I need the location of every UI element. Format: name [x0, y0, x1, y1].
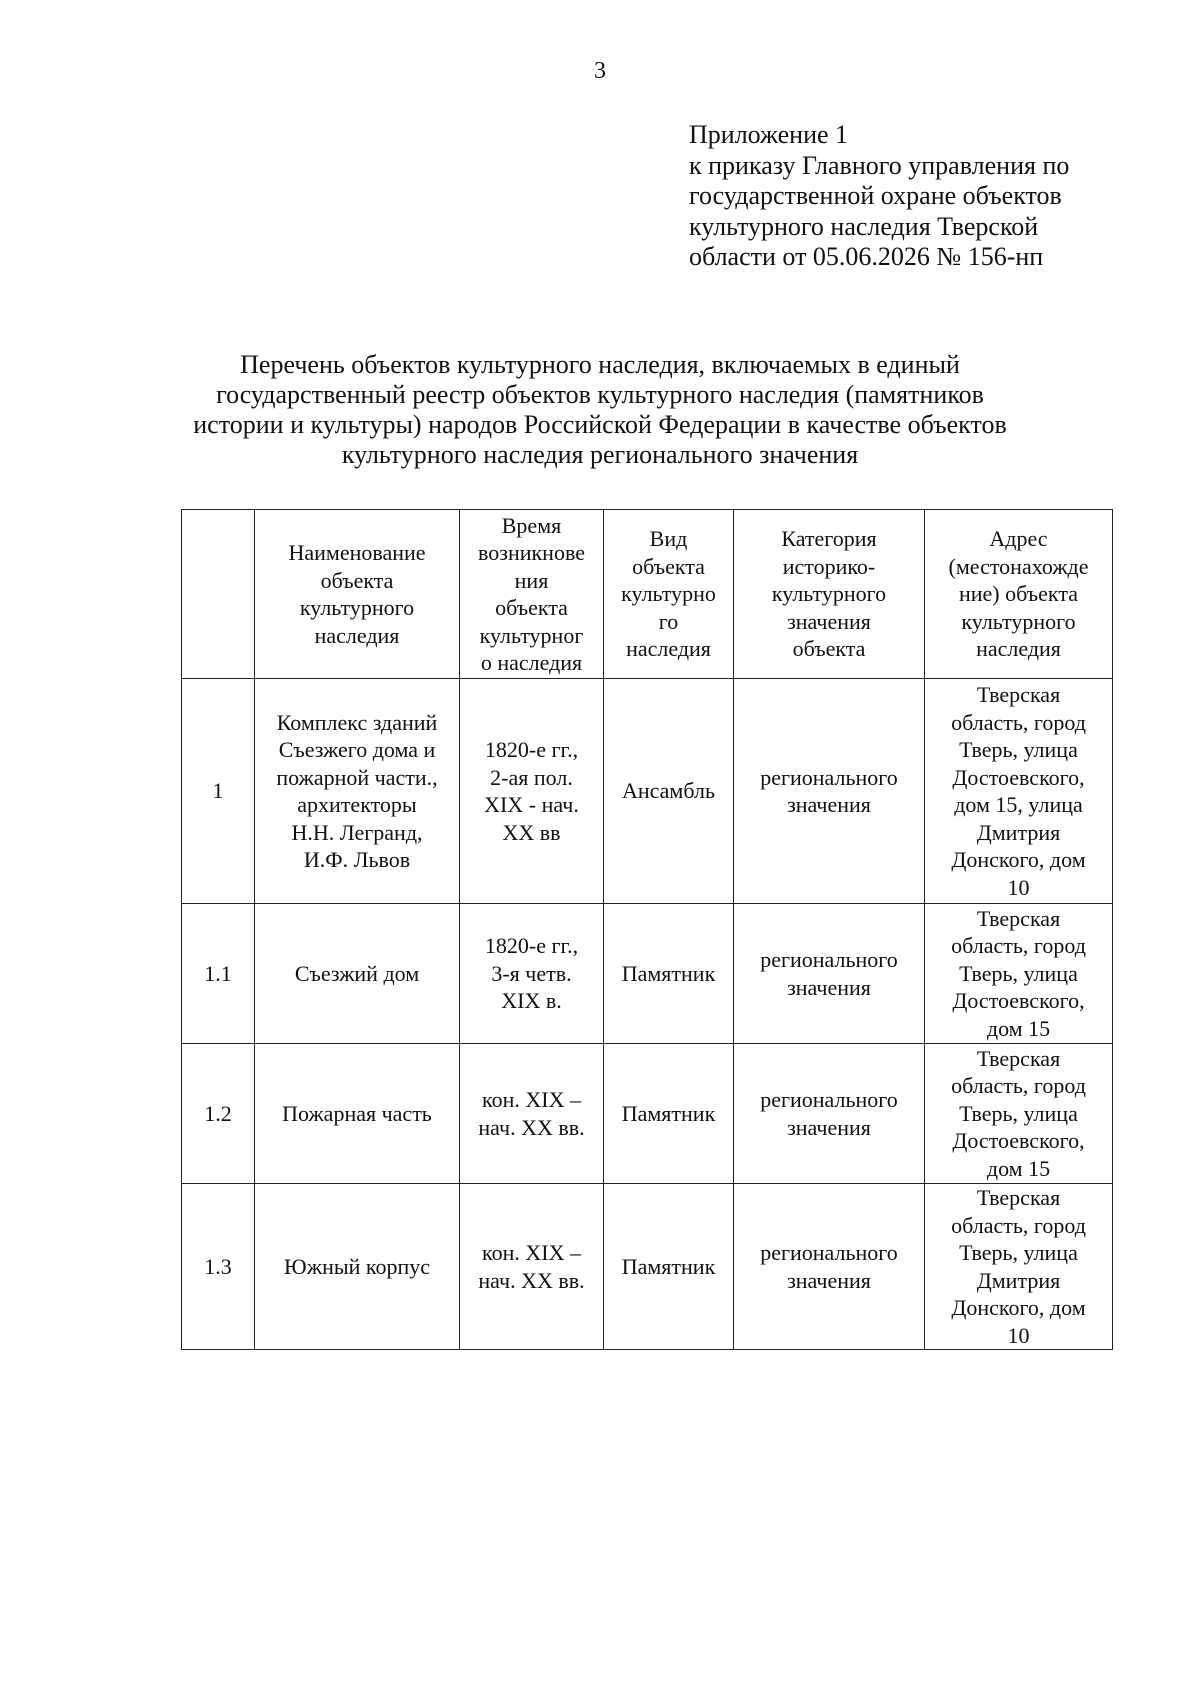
cell-line: регионального	[760, 1087, 898, 1112]
category-cell	[734, 904, 925, 1044]
cell-line: о наследия	[480, 650, 583, 675]
cell-line: наследия	[626, 636, 711, 662]
cell-line: Съезжий дом	[294, 960, 420, 986]
address-cell	[925, 679, 1113, 904]
address-cell	[925, 904, 1113, 1044]
cell-line: Донского, дом	[951, 847, 1086, 872]
appendix-block	[689, 120, 1121, 273]
cell-line: Тверская	[976, 1185, 1061, 1210]
cell-line: культурно	[621, 581, 716, 607]
cell-line: возникнове	[478, 540, 585, 565]
document-title-line: культурного наследия регионального значения	[341, 440, 859, 469]
document-title-line: истории и культуры) народов Российской Федерации в качестве объектов	[193, 410, 1007, 439]
cell-line: объекта	[632, 553, 705, 579]
cell-line: область, город	[951, 709, 1086, 735]
cell-line: Тверь, улица	[959, 737, 1078, 762]
cell-line: Памятник	[621, 1100, 716, 1126]
cell-line: значения	[787, 792, 871, 817]
header-kind	[604, 510, 734, 679]
row-number-cell	[182, 904, 255, 1044]
cell-line: значения	[787, 974, 871, 1000]
cell-line: Пожарная часть	[282, 1100, 432, 1126]
cell-line: И.Ф. Львов	[303, 847, 411, 872]
cell-line: Наименование	[288, 540, 426, 565]
cell-line: Вид	[649, 526, 688, 552]
cell-line: архитекторы	[297, 792, 417, 817]
appendix-line: культурного наследия Тверской	[689, 211, 1039, 241]
cell-line: объекта	[792, 636, 866, 662]
cell-line: наследия	[976, 636, 1061, 662]
cell-line: культурног	[479, 622, 584, 648]
header-time	[460, 510, 604, 679]
cell-line: нач. XX вв.	[478, 1267, 585, 1293]
cell-line: Комплекс зданий	[276, 709, 438, 735]
cell-line: Достоевского,	[952, 764, 1085, 790]
cell-line: Тверь, улица	[959, 1100, 1078, 1126]
cell-line: ния	[514, 567, 549, 593]
cell-line: значения	[787, 608, 871, 634]
cell-line: дом 15	[986, 1015, 1051, 1041]
cell-line: 1.2	[204, 1100, 232, 1126]
cell-line: Тверская	[976, 905, 1061, 931]
cell-line: Донского, дом	[951, 1295, 1086, 1320]
table-row	[182, 904, 1113, 1044]
cell-line: 3-я четв.	[491, 960, 572, 986]
table-row	[182, 1044, 1113, 1184]
cell-line: значения	[787, 1114, 871, 1140]
cell-line: Дмитрия	[976, 1267, 1061, 1293]
header-name	[255, 510, 460, 679]
cell-line: 1.1	[204, 960, 232, 986]
cell-line: историко-	[782, 553, 876, 579]
cell-line: Ансамбль	[621, 778, 716, 804]
cell-line: Памятник	[621, 1253, 716, 1279]
cell-line: XX вв	[502, 819, 561, 845]
object-kind-cell	[604, 904, 734, 1044]
table-header-row	[182, 510, 1113, 679]
cell-line: 1820-е гг.,	[484, 737, 579, 762]
table-row	[182, 679, 1113, 904]
cell-line: 10	[1007, 1322, 1030, 1348]
address-cell	[925, 1044, 1113, 1184]
appendix-line: к приказу Главного управления по	[689, 150, 1070, 180]
appendix-line: государственной охране объектов	[689, 181, 1062, 210]
cell-line: область, город	[951, 1212, 1086, 1238]
cell-line: 10	[1007, 874, 1030, 900]
object-kind-cell	[604, 679, 734, 904]
cell-line: Категория	[781, 526, 877, 552]
cell-line: культурного	[771, 581, 887, 607]
heritage-objects-table	[181, 509, 1113, 1350]
cell-line: регионального	[760, 764, 898, 790]
cell-line: Дмитрия	[976, 819, 1061, 845]
address-cell	[925, 1184, 1113, 1350]
cell-line: Время	[501, 512, 562, 538]
cell-line: Адрес	[989, 526, 1048, 552]
category-cell	[734, 1184, 925, 1350]
row-number-cell	[182, 1184, 255, 1350]
object-name-cell	[255, 1044, 460, 1184]
object-name-cell	[255, 1184, 460, 1350]
table-row	[182, 1184, 1113, 1350]
cell-line: 2-ая пол.	[490, 764, 573, 790]
header-category	[734, 510, 925, 679]
cell-line: значения	[787, 1267, 871, 1293]
cell-line: 1	[212, 778, 224, 804]
cell-line: культурного	[299, 595, 415, 620]
cell-line: Тверская	[976, 1045, 1061, 1071]
row-number-cell	[182, 679, 255, 904]
cell-line: Тверь, улица	[959, 960, 1078, 986]
cell-line: 1.3	[204, 1253, 232, 1279]
cell-line: Тверская	[976, 682, 1061, 707]
cell-line: область, город	[951, 1073, 1086, 1099]
origin-time-cell	[460, 1044, 604, 1184]
cell-line: (местонахожде	[948, 553, 1089, 579]
appendix-line: области от 05.06.2026 № 156-нп	[689, 242, 1044, 271]
appendix-title: Приложение 1	[689, 120, 849, 149]
object-kind-cell	[604, 1044, 734, 1184]
origin-time-cell	[460, 1184, 604, 1350]
category-cell	[734, 1044, 925, 1184]
origin-time-cell	[460, 904, 604, 1044]
cell-line: Съезжего дома и	[278, 737, 436, 762]
cell-line: Достоевского,	[952, 988, 1085, 1014]
origin-time-cell	[460, 679, 604, 904]
cell-line: дом 15	[986, 1155, 1051, 1181]
cell-line: го	[658, 608, 679, 634]
object-kind-cell	[604, 1184, 734, 1350]
cell-line: Южный корпус	[283, 1253, 431, 1279]
object-name-cell	[255, 679, 460, 904]
document-title	[140, 350, 1060, 470]
category-cell	[734, 679, 925, 904]
document-title-line: Перечень объектов культурного наследия, включаемых в единый	[240, 350, 960, 379]
cell-line: Тверь, улица	[959, 1240, 1078, 1265]
cell-line: Н.Н. Легранд,	[291, 819, 423, 845]
header-number	[182, 510, 255, 679]
cell-line: Памятник	[621, 960, 716, 986]
cell-line: объекта	[320, 567, 394, 593]
cell-line: культурного	[961, 608, 1076, 634]
page-number: 3	[594, 58, 606, 84]
cell-line: кон. XIX –	[482, 1240, 581, 1265]
cell-line: дом 15, улица	[954, 792, 1083, 817]
cell-line: регионального	[760, 1240, 898, 1265]
cell-line: XIX - нач.	[484, 792, 579, 817]
row-number-cell	[182, 1044, 255, 1184]
cell-line: кон. XIX –	[482, 1087, 581, 1112]
cell-line: область, город	[951, 933, 1086, 959]
cell-line: объекта	[495, 595, 568, 620]
cell-line: 1820-е гг.,	[484, 933, 579, 959]
cell-line: нач. XX вв.	[478, 1114, 585, 1140]
header-address	[925, 510, 1113, 679]
cell-line: регионального	[760, 947, 898, 972]
cell-line: Достоевского,	[952, 1128, 1085, 1154]
cell-line: XIX в.	[501, 988, 562, 1014]
cell-line: наследия	[314, 622, 400, 648]
object-name-cell	[255, 904, 460, 1044]
cell-line: пожарной части.,	[276, 764, 438, 790]
document-title-line: государственный реестр объектов культурного наследия (памятников	[216, 380, 984, 409]
cell-line: ние) объекта	[959, 581, 1078, 607]
